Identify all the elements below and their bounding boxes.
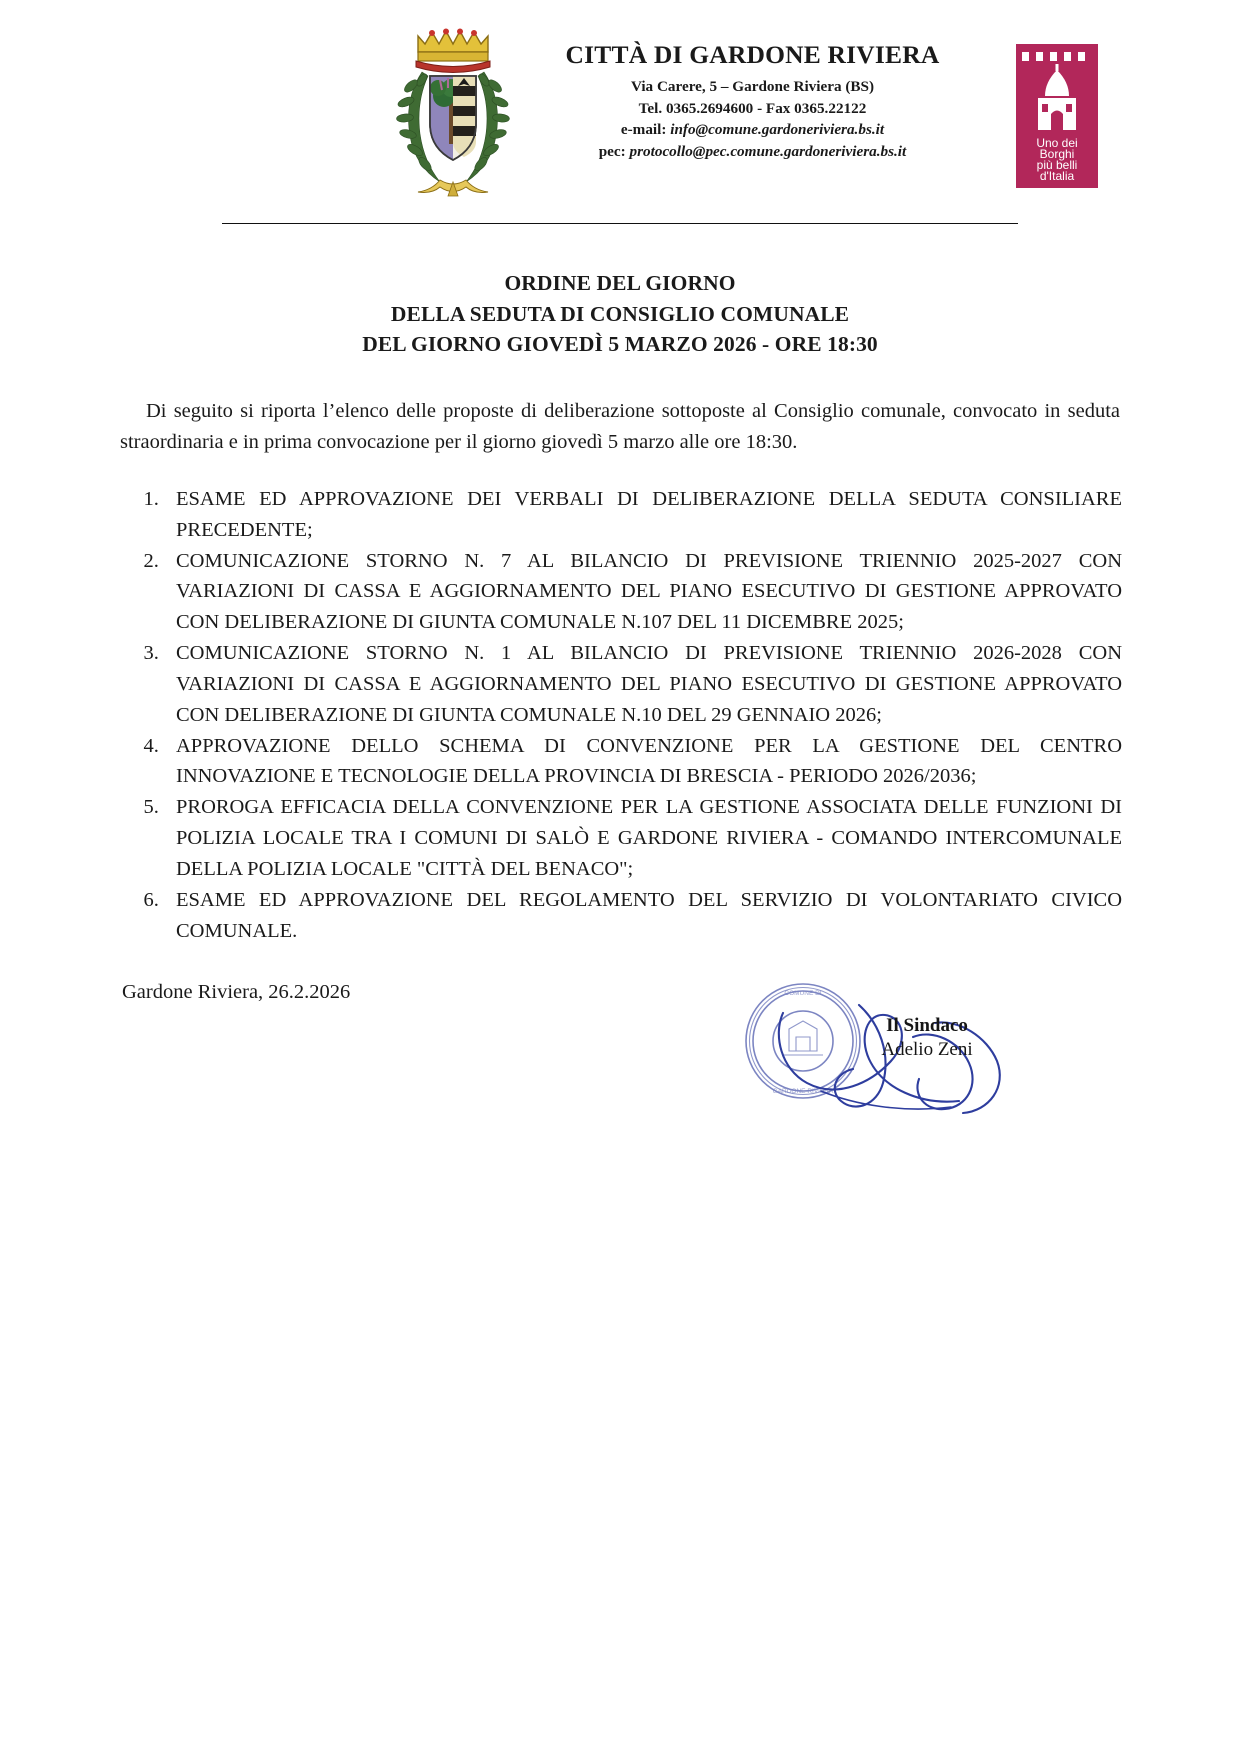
svg-text:d'Italia: d'Italia bbox=[1039, 169, 1074, 183]
agenda-item: 1. ESAME ED APPROVAZIONE DEI VERBALI DI DELIBERAZIONE DELLA SEDUTA CONSILIARE PRECEDENTE; bbox=[164, 484, 1122, 546]
coat-of-arms-icon bbox=[378, 14, 528, 199]
agenda-item: 5. PROROGA EFFICACIA DELLA CONVENZIONE PER LA GESTIONE ASSOCIATA DELLE FUNZIONI DI POLIZIA LOCALE TRA I COMUNI DI SALÒ E GARDONE RIVIERA - COMANDO INTERCOMUNALE DELLA POLIZIA LOCALE "CITTÀ DEL BENACO"; bbox=[164, 792, 1122, 885]
title-line-1: ORDINE DEL GIORNO bbox=[504, 271, 736, 295]
place-and-date: Gardone Riviera, 26.2.2026 bbox=[122, 980, 351, 1003]
agenda-item: 6. ESAME ED APPROVAZIONE DEL REGOLAMENTO DEL SERVIZIO DI VOLONTARIATO CIVICO COMUNALE. bbox=[164, 885, 1122, 947]
intro-paragraph: Di seguito si riporta l’elenco delle proposte di deliberazione sottoposte al Consiglio comunale, convocato in seduta straordinaria e in prima convocazione per il giorno giovedì 5 marzo alle ore 18:30. bbox=[120, 399, 1120, 453]
signature-block bbox=[735, 975, 1045, 1135]
svg-text:COMUNE DI: COMUNE DI bbox=[784, 990, 822, 997]
title-line-2: DELLA SEDUTA DI CONSIGLIO COMUNALE bbox=[390, 301, 850, 326]
agenda-item: 3. COMUNICAZIONE STORNO N. 1 AL BILANCIO DI PREVISIONE TRIENNIO 2026-2028 CON VARIAZIONI DI CASSA E AGGIORNAMENTO DEL PIANO ESECUTIVO DI GESTIONE APPROVATO CON DELIBERAZIONE DI GIUNTA COMUNALE N.10 DEL 29 GENNAIO 2026; bbox=[164, 638, 1122, 731]
svg-text:più belli: più belli bbox=[1036, 158, 1077, 172]
letterhead-text bbox=[538, 14, 968, 162]
agenda-item: 4. APPROVAZIONE DELLO SCHEMA DI CONVENZIONE PER LA GESTIONE DEL CENTRO INNOVAZIONE E TECNOLOGIE DELLA PROVINCIA DI BRESCIA - PERIODO 2026/2036; bbox=[164, 731, 1122, 793]
borghi-piu-belli-logo-icon bbox=[1016, 44, 1098, 188]
municipality-name: CITTÀ DI GARDONE RIVIERA bbox=[565, 40, 940, 69]
municipality-address: Via Carere, 5 – Gardone Riviera (BS) bbox=[630, 78, 875, 96]
agenda-item: 2. COMUNICAZIONE STORNO N. 7 AL BILANCIO DI PREVISIONE TRIENNIO 2025-2027 CON VARIAZIONI DI CASSA E AGGIORNAMENTO DEL PIANO ESECUTIVO DI GESTIONE APPROVATO CON DELIBERAZIONE DI GIUNTA COMUNALE N.107 DEL 11 DICEMBRE 2025; bbox=[164, 546, 1122, 639]
svg-text:Borghi: Borghi bbox=[1039, 147, 1074, 161]
signature-role: Il Sindaco bbox=[886, 1015, 968, 1036]
email-label: e-mail: bbox=[620, 121, 667, 139]
header-divider bbox=[222, 223, 1018, 224]
title-line-3: DEL GIORNO GIOVEDÌ 5 MARZO 2026 - ORE 18:30 bbox=[362, 332, 878, 357]
svg-text:GARDONE RIVIERA: GARDONE RIVIERA bbox=[772, 1088, 834, 1095]
signature-name: Adelio Zeni bbox=[881, 1039, 973, 1060]
municipality-email-row bbox=[538, 119, 968, 141]
letterhead bbox=[0, 0, 1240, 199]
pec-address: protocollo@pec.comune.gardoneriviera.bs.it bbox=[629, 142, 907, 160]
municipality-pec-row bbox=[538, 141, 968, 163]
document-title bbox=[0, 268, 1240, 360]
svg-text:Uno dei: Uno dei bbox=[1035, 136, 1078, 150]
email-address: info@comune.gardoneriviera.bs.it bbox=[670, 121, 885, 139]
agenda-list bbox=[122, 484, 1122, 947]
pec-label: pec: bbox=[598, 142, 626, 160]
municipality-phone: Tel. 0365.2694600 - Fax 0365.22122 bbox=[638, 99, 867, 117]
